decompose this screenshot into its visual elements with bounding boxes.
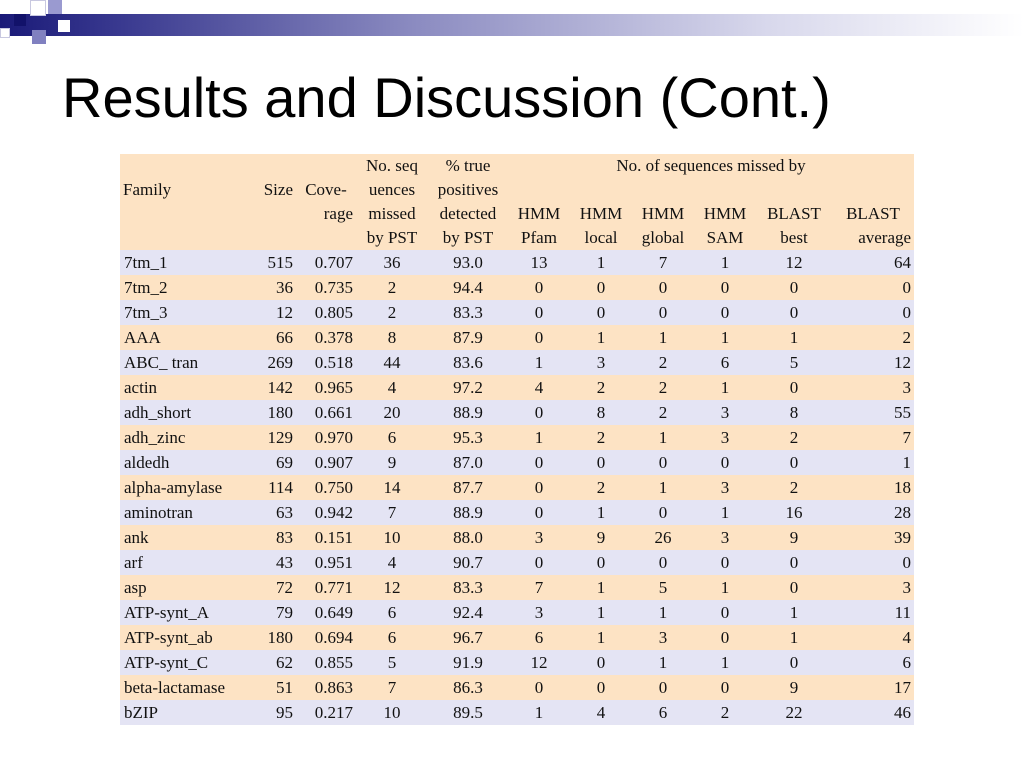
cell-size: 129 <box>267 428 293 447</box>
cell-hmm-sam: 0 <box>720 603 730 622</box>
cell-hmm-pfam: 0 <box>534 553 544 572</box>
cell-size: 180 <box>267 403 293 422</box>
cell-missed-by-pst: 14 <box>383 478 401 497</box>
decor-square <box>58 20 70 32</box>
cell-blast-average: 4 <box>902 628 912 647</box>
decor-square <box>14 14 26 26</box>
cell-coverage: 0.771 <box>314 578 353 597</box>
cell-hmm-global: 1 <box>658 428 668 447</box>
cell-hmm-local: 9 <box>596 528 606 547</box>
cell-hmm-sam: 3 <box>720 428 730 447</box>
cell-size: 66 <box>276 328 293 347</box>
cell-missed-by-pst: 12 <box>383 578 401 597</box>
cell-coverage: 0.217 <box>314 703 353 722</box>
cell-blast-best: 0 <box>789 378 799 397</box>
cell-blast-best: 22 <box>785 703 803 722</box>
cell-family: arf <box>124 553 143 572</box>
header-hmm-sam-line2: SAM <box>706 228 744 247</box>
cell-hmm-local: 3 <box>596 353 606 372</box>
cell-true-pos-pct: 88.9 <box>453 403 483 422</box>
cell-blast-best: 2 <box>789 428 799 447</box>
cell-hmm-pfam: 0 <box>534 478 544 497</box>
cell-blast-best: 1 <box>789 328 799 347</box>
cell-blast-average: 6 <box>902 653 912 672</box>
table-row <box>120 625 914 650</box>
cell-coverage: 0.750 <box>314 478 353 497</box>
cell-blast-average: 17 <box>894 678 912 697</box>
header-coverage-line2: rage <box>323 204 353 223</box>
cell-hmm-local: 2 <box>596 428 606 447</box>
header-blast-avg-line1: BLAST <box>846 204 900 223</box>
cell-true-pos-pct: 88.0 <box>453 528 483 547</box>
cell-blast-average: 7 <box>902 428 912 447</box>
cell-hmm-global: 0 <box>658 553 668 572</box>
cell-true-pos-pct: 87.7 <box>453 478 483 497</box>
header-size: Size <box>263 180 293 199</box>
cell-hmm-global: 3 <box>658 628 668 647</box>
cell-true-pos-pct: 87.9 <box>453 328 483 347</box>
header-family-label: Family <box>123 180 172 199</box>
table-row <box>120 525 914 550</box>
cell-size: 72 <box>276 578 293 597</box>
cell-family: actin <box>124 378 158 397</box>
table-row <box>120 575 914 600</box>
cell-hmm-sam: 1 <box>720 378 730 397</box>
cell-hmm-global: 1 <box>658 653 668 672</box>
cell-hmm-global: 1 <box>658 603 668 622</box>
decor-square <box>48 0 62 14</box>
cell-hmm-sam: 1 <box>720 653 730 672</box>
header-hmm-pfam-line1: HMM <box>517 204 561 223</box>
cell-hmm-sam: 6 <box>720 353 730 372</box>
cell-blast-best: 2 <box>789 478 799 497</box>
cell-hmm-sam: 0 <box>720 628 730 647</box>
cell-missed-by-pst: 6 <box>387 603 397 622</box>
cell-hmm-pfam: 1 <box>534 428 544 447</box>
header-hmm-pfam-line2: Pfam <box>521 228 557 247</box>
cell-hmm-global: 6 <box>658 703 668 722</box>
header-true-pos-line4: by PST <box>442 228 494 247</box>
cell-true-pos-pct: 93.0 <box>453 253 483 272</box>
table-row <box>120 550 914 575</box>
cell-hmm-sam: 0 <box>720 553 730 572</box>
cell-blast-average: 3 <box>902 578 912 597</box>
header-coverage-line1: Cove- <box>305 180 347 199</box>
cell-hmm-pfam: 0 <box>534 453 544 472</box>
slide-title: Results and Discussion (Cont.) <box>62 66 831 129</box>
cell-hmm-pfam: 13 <box>530 253 548 272</box>
cell-missed-by-pst: 7 <box>387 678 397 697</box>
decor-square <box>0 28 10 38</box>
header-hmm-local-line1: HMM <box>579 204 623 223</box>
cell-blast-best: 1 <box>789 628 799 647</box>
table-body <box>120 250 914 725</box>
header-hmm-sam-line1: HMM <box>703 204 747 223</box>
cell-hmm-global: 0 <box>658 303 668 322</box>
cell-blast-average: 3 <box>902 378 912 397</box>
cell-missed-by-pst: 7 <box>387 503 397 522</box>
table-row <box>120 500 914 525</box>
cell-hmm-local: 2 <box>596 378 606 397</box>
cell-hmm-global: 2 <box>658 378 668 397</box>
cell-blast-best: 5 <box>789 353 799 372</box>
cell-blast-average: 55 <box>894 403 912 422</box>
cell-blast-average: 0 <box>902 303 912 322</box>
cell-coverage: 0.735 <box>314 278 353 297</box>
cell-missed-by-pst: 44 <box>383 353 401 372</box>
cell-true-pos-pct: 97.2 <box>453 378 483 397</box>
cell-size: 36 <box>276 278 293 297</box>
cell-hmm-sam: 0 <box>720 453 730 472</box>
header-missed-pst-line1: No. seq <box>366 156 418 175</box>
table-row <box>120 350 914 375</box>
cell-coverage: 0.965 <box>314 378 353 397</box>
cell-missed-by-pst: 20 <box>383 403 401 422</box>
cell-coverage: 0.970 <box>314 428 353 447</box>
cell-hmm-local: 0 <box>596 653 606 672</box>
header-missed-pst-line2: uences <box>368 180 416 199</box>
cell-hmm-global: 26 <box>654 528 672 547</box>
cell-true-pos-pct: 83.3 <box>453 578 483 597</box>
cell-size: 51 <box>276 678 293 697</box>
cell-hmm-sam: 3 <box>720 478 730 497</box>
header-band <box>0 14 1024 36</box>
cell-missed-by-pst: 36 <box>383 253 401 272</box>
cell-blast-best: 9 <box>789 528 799 547</box>
cell-coverage: 0.942 <box>314 503 353 522</box>
cell-true-pos-pct: 83.3 <box>453 303 483 322</box>
header-missed-by-group: No. of sequences missed by <box>616 156 806 175</box>
cell-size: 180 <box>267 628 293 647</box>
cell-family: adh_short <box>124 403 192 422</box>
cell-blast-average: 46 <box>894 703 912 722</box>
cell-family: aldedh <box>124 453 170 472</box>
cell-coverage: 0.855 <box>314 653 353 672</box>
cell-blast-best: 12 <box>785 253 803 272</box>
cell-size: 269 <box>267 353 293 372</box>
cell-hmm-local: 1 <box>596 603 606 622</box>
cell-true-pos-pct: 94.4 <box>453 278 483 297</box>
cell-hmm-local: 1 <box>596 253 606 272</box>
cell-family: ATP-synt_A <box>124 603 210 622</box>
cell-missed-by-pst: 9 <box>387 453 397 472</box>
cell-hmm-local: 1 <box>596 328 606 347</box>
cell-family: 7tm_2 <box>124 278 168 297</box>
cell-family: 7tm_3 <box>124 303 168 322</box>
cell-size: 12 <box>276 303 293 322</box>
cell-hmm-pfam: 0 <box>534 503 544 522</box>
cell-hmm-sam: 0 <box>720 303 730 322</box>
header-blast-best-line2: best <box>780 228 808 247</box>
cell-coverage: 0.863 <box>314 678 353 697</box>
cell-blast-average: 39 <box>894 528 912 547</box>
header-true-pos-line2: positives <box>437 180 499 199</box>
cell-coverage: 0.951 <box>314 553 353 572</box>
cell-size: 515 <box>267 253 293 272</box>
cell-hmm-pfam: 6 <box>534 628 544 647</box>
cell-coverage: 0.649 <box>314 603 353 622</box>
cell-hmm-global: 2 <box>658 353 668 372</box>
cell-hmm-global: 7 <box>658 253 668 272</box>
cell-hmm-pfam: 0 <box>534 328 544 347</box>
cell-size: 142 <box>267 378 293 397</box>
decor-square <box>30 0 46 16</box>
cell-hmm-pfam: 3 <box>534 603 544 622</box>
cell-hmm-sam: 1 <box>720 328 730 347</box>
cell-blast-best: 9 <box>789 678 799 697</box>
table-row <box>120 250 914 275</box>
cell-true-pos-pct: 86.3 <box>453 678 483 697</box>
cell-size: 79 <box>276 603 293 622</box>
cell-size: 43 <box>276 553 293 572</box>
cell-missed-by-pst: 5 <box>387 653 397 672</box>
cell-coverage: 0.694 <box>314 628 353 647</box>
cell-hmm-pfam: 0 <box>534 678 544 697</box>
cell-hmm-global: 2 <box>658 403 668 422</box>
cell-family: ABC_ tran <box>124 353 199 372</box>
cell-family: beta-lactamase <box>124 678 225 697</box>
cell-hmm-global: 0 <box>658 278 668 297</box>
cell-coverage: 0.378 <box>314 328 353 347</box>
cell-blast-average: 28 <box>894 503 912 522</box>
cell-size: 69 <box>276 453 293 472</box>
cell-blast-average: 18 <box>894 478 912 497</box>
cell-coverage: 0.151 <box>314 528 353 547</box>
cell-blast-average: 0 <box>902 278 912 297</box>
cell-true-pos-pct: 92.4 <box>453 603 483 622</box>
cell-missed-by-pst: 6 <box>387 428 397 447</box>
cell-hmm-local: 1 <box>596 578 606 597</box>
cell-hmm-local: 0 <box>596 553 606 572</box>
cell-coverage: 0.907 <box>314 453 353 472</box>
cell-hmm-sam: 1 <box>720 253 730 272</box>
cell-hmm-sam: 3 <box>720 528 730 547</box>
table-row <box>120 450 914 475</box>
table-row <box>120 425 914 450</box>
cell-hmm-local: 8 <box>596 403 606 422</box>
cell-hmm-local: 0 <box>596 453 606 472</box>
cell-size: 62 <box>276 653 293 672</box>
cell-hmm-local: 1 <box>596 503 606 522</box>
decor-square <box>32 30 46 44</box>
cell-family: AAA <box>124 328 161 347</box>
cell-coverage: 0.661 <box>314 403 353 422</box>
cell-coverage: 0.518 <box>314 353 353 372</box>
header-hmm-global-line1: HMM <box>641 204 685 223</box>
table-row <box>120 375 914 400</box>
cell-blast-average: 64 <box>894 253 912 272</box>
cell-hmm-global: 1 <box>658 328 668 347</box>
cell-true-pos-pct: 83.6 <box>453 353 483 372</box>
cell-family: ATP-synt_C <box>124 653 209 672</box>
cell-missed-by-pst: 10 <box>383 703 401 722</box>
cell-true-pos-pct: 95.3 <box>453 428 483 447</box>
cell-blast-best: 0 <box>789 653 799 672</box>
cell-missed-by-pst: 4 <box>387 378 397 397</box>
cell-blast-best: 8 <box>789 403 799 422</box>
table-row <box>120 675 914 700</box>
cell-size: 63 <box>276 503 293 522</box>
cell-family: ATP-synt_ab <box>124 628 213 647</box>
cell-blast-best: 0 <box>789 553 799 572</box>
header-hmm-global-line2: global <box>641 228 685 247</box>
header-missed-pst-line3: missed <box>368 204 416 223</box>
cell-blast-best: 0 <box>789 453 799 472</box>
cell-hmm-global: 1 <box>658 478 668 497</box>
cell-missed-by-pst: 2 <box>387 303 397 322</box>
header-blast-best-line1: BLAST <box>767 204 821 223</box>
cell-hmm-global: 0 <box>658 503 668 522</box>
cell-hmm-local: 1 <box>596 628 606 647</box>
results-table <box>120 154 914 725</box>
table-row <box>120 650 914 675</box>
cell-size: 83 <box>276 528 293 547</box>
table-header <box>120 154 914 250</box>
cell-hmm-local: 0 <box>596 278 606 297</box>
cell-missed-by-pst: 2 <box>387 278 397 297</box>
cell-missed-by-pst: 8 <box>387 328 397 347</box>
cell-family: aminotran <box>124 503 193 522</box>
cell-hmm-global: 0 <box>658 453 668 472</box>
cell-missed-by-pst: 10 <box>383 528 401 547</box>
header-true-pos-line1: % true <box>445 156 491 175</box>
table-row <box>120 700 914 725</box>
cell-missed-by-pst: 6 <box>387 628 397 647</box>
cell-hmm-local: 4 <box>596 703 606 722</box>
cell-family: bZIP <box>124 703 158 722</box>
cell-hmm-pfam: 0 <box>534 278 544 297</box>
results-table-container <box>120 154 914 725</box>
header-blast-avg-line2: average <box>858 228 912 247</box>
cell-blast-average: 2 <box>902 328 912 347</box>
cell-true-pos-pct: 89.5 <box>453 703 483 722</box>
cell-blast-average: 12 <box>894 353 912 372</box>
cell-true-pos-pct: 88.9 <box>453 503 483 522</box>
cell-true-pos-pct: 90.7 <box>453 553 483 572</box>
header-family <box>120 154 252 178</box>
cell-family: adh_zinc <box>124 428 186 447</box>
cell-hmm-global: 5 <box>658 578 668 597</box>
cell-hmm-sam: 2 <box>720 703 730 722</box>
cell-hmm-sam: 1 <box>720 578 730 597</box>
cell-hmm-pfam: 3 <box>534 528 544 547</box>
cell-hmm-pfam: 1 <box>534 353 544 372</box>
cell-hmm-pfam: 12 <box>530 653 548 672</box>
cell-blast-best: 0 <box>789 578 799 597</box>
cell-hmm-pfam: 4 <box>534 378 544 397</box>
cell-size: 114 <box>268 478 293 497</box>
cell-blast-average: 1 <box>902 453 912 472</box>
cell-true-pos-pct: 87.0 <box>453 453 483 472</box>
table-row <box>120 600 914 625</box>
cell-family: alpha-amylase <box>124 478 223 497</box>
cell-coverage: 0.805 <box>314 303 353 322</box>
cell-blast-best: 16 <box>785 503 803 522</box>
cell-blast-best: 1 <box>789 603 799 622</box>
cell-hmm-pfam: 1 <box>534 703 544 722</box>
header-missed-pst-line4: by PST <box>366 228 418 247</box>
table-row <box>120 300 914 325</box>
cell-hmm-global: 0 <box>658 678 668 697</box>
table-row <box>120 475 914 500</box>
header-hmm-local-line2: local <box>584 228 618 247</box>
cell-true-pos-pct: 91.9 <box>453 653 483 672</box>
cell-family: asp <box>124 578 147 597</box>
cell-coverage: 0.707 <box>314 253 353 272</box>
header-true-pos-line3: detected <box>439 204 497 223</box>
table-row <box>120 400 914 425</box>
cell-hmm-local: 0 <box>596 678 606 697</box>
cell-true-pos-pct: 96.7 <box>453 628 483 647</box>
cell-blast-average: 0 <box>902 553 912 572</box>
cell-hmm-pfam: 7 <box>534 578 544 597</box>
table-row <box>120 275 914 300</box>
cell-hmm-sam: 3 <box>720 403 730 422</box>
cell-missed-by-pst: 4 <box>387 553 397 572</box>
cell-family: ank <box>124 528 149 547</box>
cell-size: 95 <box>276 703 293 722</box>
cell-hmm-local: 0 <box>596 303 606 322</box>
cell-hmm-sam: 0 <box>720 278 730 297</box>
cell-family: 7tm_1 <box>124 253 168 272</box>
cell-hmm-pfam: 0 <box>534 303 544 322</box>
cell-hmm-pfam: 0 <box>534 403 544 422</box>
cell-blast-best: 0 <box>789 278 799 297</box>
table-row <box>120 325 914 350</box>
cell-hmm-sam: 1 <box>720 503 730 522</box>
cell-blast-best: 0 <box>789 303 799 322</box>
cell-hmm-sam: 0 <box>720 678 730 697</box>
cell-hmm-local: 2 <box>596 478 606 497</box>
cell-blast-average: 11 <box>894 603 912 622</box>
